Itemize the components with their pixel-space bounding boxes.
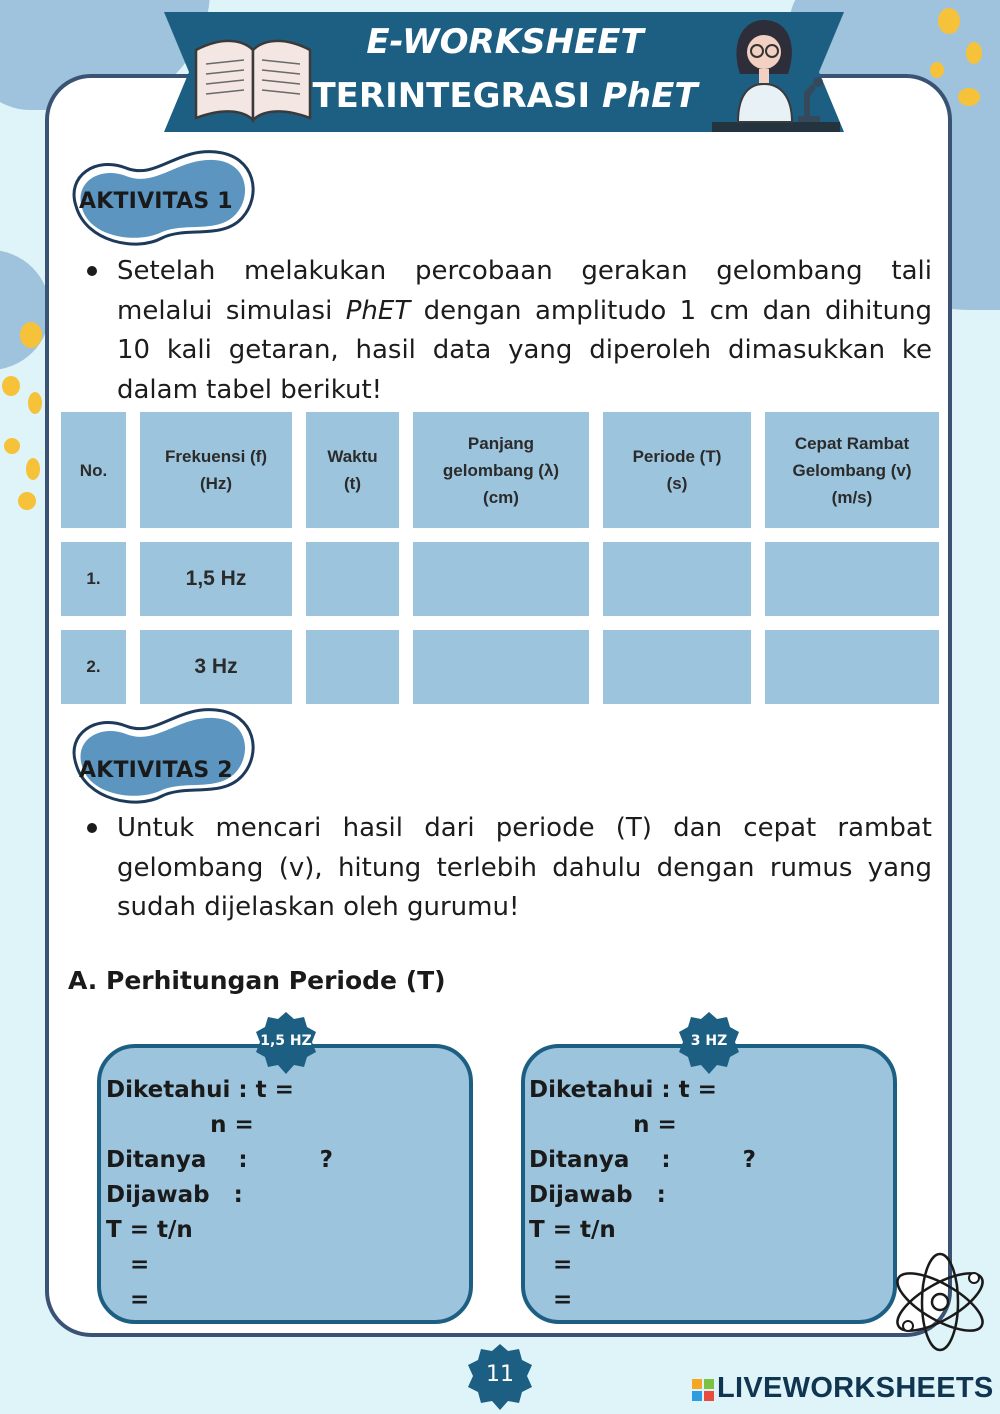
table-input-cell[interactable] [603,542,751,616]
decor-dot [930,62,944,78]
calc-line: = [529,1287,573,1313]
section-a-heading: A. Perhitungan Periode (T) [68,966,446,995]
table-frequency-cell: 3 Hz [140,630,292,704]
decor-dot [20,322,42,348]
banner-title-main: TERINTEGRASI [312,76,591,116]
calc-line: = [106,1252,150,1278]
table-input-cell[interactable] [765,542,939,616]
open-book-icon [188,30,318,128]
calc-line: Dijawab : [106,1182,243,1208]
background-blob-left [0,250,50,370]
calc-line: Dijawab : [529,1182,666,1208]
decor-dot [2,376,20,396]
bullet-icon [87,823,97,833]
table-input-cell[interactable] [765,630,939,704]
bullet-icon [87,266,97,276]
table-input-cell[interactable] [306,542,399,616]
decor-dot [26,458,40,480]
scientist-illustration [712,14,842,134]
calc-line: = [106,1287,150,1313]
table-frequency-cell: 1,5 Hz [140,542,292,616]
table-header-cell [61,412,126,528]
table-header-line: Periode (T) [632,447,722,466]
table-header-cell [306,412,399,528]
activity2-label: AKTIVITAS 2 [79,758,233,783]
table-header-cell [140,412,292,528]
table-header-line: (Hz) [199,474,233,493]
table-header-line: Cepat Rambat [794,433,910,453]
calc-box-2-badge: 3 HZ [690,1033,728,1049]
table-header-cell [765,412,939,528]
table-row-number: 1. [61,542,126,616]
table-input-cell[interactable] [306,630,399,704]
table-header-line: Frekuensi (f) [164,447,268,466]
calc-line: = [529,1252,573,1278]
table-header-line: (s) [666,474,688,493]
banner-title-line2 [300,76,710,116]
table-input-cell[interactable] [413,542,589,616]
table-header-line: (t) [344,474,361,493]
activity1-label: AKTIVITAS 1 [79,189,233,214]
atom-icon [888,1240,994,1360]
calc-line: T = t/n [529,1217,616,1243]
calc-box-1-badge: 1,5 HZ [260,1033,312,1049]
decor-dot [28,392,42,414]
decor-dot [4,438,20,454]
calc-line: Diketahui : t = [529,1077,717,1103]
brand-name: LIVEWORKSHEETS [717,1372,994,1404]
table-row-number: 2. [61,630,126,704]
decor-dot [966,42,982,64]
calc-line: Ditanya : ? [106,1147,334,1173]
table-header-line: (m/s) [831,487,873,507]
table-input-cell[interactable] [413,630,589,704]
activity1-text-italic: PhET [345,295,411,326]
activity2-instructions: Untuk mencari hasil dari periode (T) dan cepat rambat gelombang (v), hitung terlebih dahulu dengan rumus yang sudah dijelaskan oleh gurumu! [117,813,932,922]
calc-line: T = t/n [106,1217,193,1243]
banner-title-italic: PhET [601,76,698,116]
calc-line: n = [529,1112,677,1138]
table-input-cell[interactable] [603,630,751,704]
table-header-line: gelombang (λ) [442,460,560,480]
table-header-line: Panjang [467,433,535,453]
table-header-cell [413,412,589,528]
decor-dot [958,88,980,106]
table-header-line: No. [79,460,108,480]
liveworksheets-logo-icon [692,1379,714,1401]
activity1-text-before: Setelah melakukan percobaan gerakan gelombang tali melalui simulasi [117,256,932,326]
table-header-cell [603,412,751,528]
banner-title-line1: E-WORKSHEET [366,22,644,62]
page-number: 11 [486,1362,514,1387]
decor-dot [18,492,36,510]
activity1-text-after: dengan amplitudo 1 cm dan dihitung 10 kali getaran, hasil data yang diperoleh dimasukkan ke dalam tabel berikut! [117,295,933,405]
decor-dot [938,8,960,34]
table-header-line: Gelombang (v) [792,460,912,480]
table-header-line: (cm) [483,487,519,507]
table-header-line: Waktu [327,447,378,466]
calc-line: n = [106,1112,254,1138]
calc-line: Ditanya : ? [529,1147,757,1173]
activity1-instructions [117,252,932,410]
calc-line: Diketahui : t = [106,1077,294,1103]
